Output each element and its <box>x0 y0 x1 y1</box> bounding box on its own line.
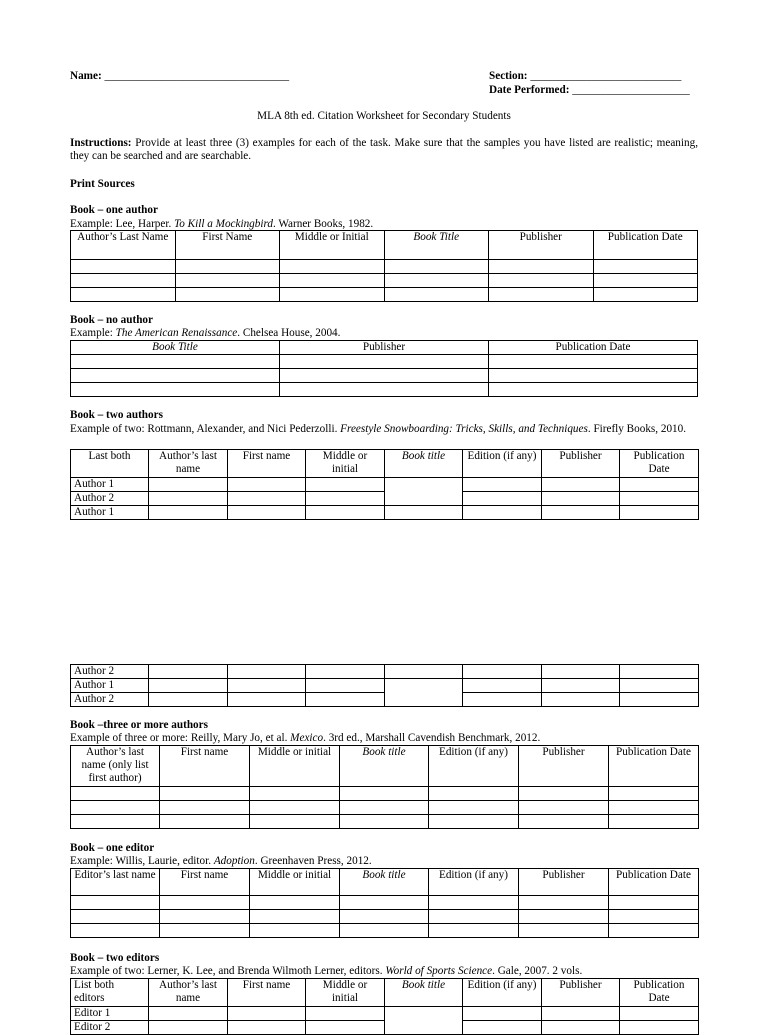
column-header: Middle or initial <box>306 450 385 478</box>
table-cell[interactable] <box>385 665 463 679</box>
table-cell[interactable] <box>385 506 463 520</box>
table-cell[interactable] <box>250 910 340 924</box>
table-cell[interactable] <box>429 787 519 801</box>
table-row <box>71 274 698 288</box>
table-cell[interactable] <box>71 288 176 302</box>
column-header: Book title <box>385 450 463 478</box>
table-cell[interactable] <box>228 492 306 506</box>
table-cell[interactable] <box>280 288 385 302</box>
table-cell[interactable] <box>463 506 542 520</box>
table-row <box>71 506 699 520</box>
table-cell[interactable] <box>463 693 542 707</box>
row-label: Author 1 <box>71 478 149 492</box>
table-cell[interactable] <box>71 787 160 801</box>
column-header: Publication Date <box>489 341 698 355</box>
table-row <box>71 815 699 829</box>
two-authors-table <box>70 449 699 520</box>
table-cell[interactable] <box>489 369 698 383</box>
table-cell[interactable] <box>519 787 609 801</box>
table-cell[interactable] <box>306 679 385 693</box>
table-cell[interactable] <box>429 815 519 829</box>
table-cell[interactable] <box>149 478 228 492</box>
three-authors-example-pre: Example of three or more: Reilly, Mary Jo, et al. <box>70 732 291 744</box>
two-authors-example-post: . Firefly Books, 2010. <box>587 423 687 435</box>
no-author-example <box>70 327 698 340</box>
table-cell[interactable] <box>160 896 250 910</box>
table-cell[interactable] <box>429 924 519 938</box>
table-cell[interactable] <box>429 801 519 815</box>
table-cell[interactable] <box>519 801 609 815</box>
table-row <box>71 896 699 910</box>
table-row <box>71 801 699 815</box>
three-authors-table <box>70 745 699 829</box>
table-row <box>71 665 699 679</box>
table-cell[interactable] <box>609 896 699 910</box>
no-author-example-pre: Example: <box>70 327 116 339</box>
table-cell[interactable] <box>71 896 160 910</box>
instructions-text: Provide at least three (3) examples for each of the task. Make sure that the samples you have listed are realistic; meaning, they can be searched and are searchable. <box>70 137 698 163</box>
two-authors-example-pre: Example of two: Rottmann, Alexander, and Nici Pederzolli. <box>70 423 341 435</box>
column-header: Publication Date <box>620 450 699 478</box>
name-blank[interactable]: _________________________________ <box>104 70 290 82</box>
table-cell[interactable] <box>149 1021 228 1035</box>
table-cell[interactable] <box>71 369 280 383</box>
table-cell[interactable] <box>340 815 429 829</box>
column-header: Last both <box>71 450 149 478</box>
table-cell[interactable] <box>542 506 620 520</box>
column-header: Book title <box>340 746 429 787</box>
column-header: Publisher <box>542 450 620 478</box>
one-editor-example-post: . Greenhaven Press, 2012. <box>254 855 372 867</box>
column-header: Author’s Last Name <box>71 231 176 260</box>
print-sources-heading: Print Sources <box>70 178 135 190</box>
table-cell[interactable] <box>384 260 489 274</box>
one-author-example-title: To Kill a Mockingbird <box>174 218 273 230</box>
name-line[interactable] <box>70 70 289 83</box>
table-row <box>71 355 698 369</box>
table-cell[interactable] <box>149 1007 228 1021</box>
table-cell[interactable] <box>384 274 489 288</box>
table-cell[interactable] <box>71 274 176 288</box>
column-header: First name <box>228 979 306 1007</box>
row-label: Author 2 <box>71 492 149 506</box>
no-author-example-post: . Chelsea House, 2004. <box>237 327 341 339</box>
table-cell[interactable] <box>542 1021 620 1035</box>
table-cell[interactable] <box>429 896 519 910</box>
one-author-heading: Book – one author <box>70 204 158 216</box>
instructions-label: Instructions: <box>70 137 132 149</box>
table-cell[interactable] <box>542 492 620 506</box>
column-header: List both editors <box>71 979 149 1007</box>
table-cell[interactable] <box>160 924 250 938</box>
column-header: Publication Date <box>593 231 698 260</box>
no-author-table <box>70 340 698 397</box>
row-label: Author 2 <box>71 693 149 707</box>
column-header: First name <box>228 450 306 478</box>
table-cell[interactable] <box>340 787 429 801</box>
two-authors-table-continued <box>70 664 699 707</box>
table-cell[interactable] <box>149 506 228 520</box>
table-cell[interactable] <box>228 1021 306 1035</box>
row-label: Author 2 <box>71 665 149 679</box>
table-cell[interactable] <box>542 478 620 492</box>
table-cell[interactable] <box>280 383 489 397</box>
column-header: First name <box>160 746 250 787</box>
one-editor-table <box>70 868 699 938</box>
table-cell[interactable] <box>340 910 429 924</box>
column-header: Book Title <box>71 341 280 355</box>
column-header: Book title <box>385 979 463 1007</box>
table-cell[interactable] <box>306 506 385 520</box>
table-cell[interactable] <box>463 478 542 492</box>
instructions <box>70 137 698 164</box>
table-cell[interactable] <box>228 1007 306 1021</box>
three-authors-example-post: . 3rd ed., Marshall Cavendish Benchmark, 2012. <box>323 732 541 744</box>
section-label: Section: <box>489 70 528 82</box>
column-header: First name <box>160 869 250 896</box>
table-cell[interactable] <box>542 665 620 679</box>
table-cell[interactable] <box>149 492 228 506</box>
table-cell[interactable] <box>71 801 160 815</box>
column-header: Author’s last name <box>149 979 228 1007</box>
table-row <box>71 260 698 274</box>
column-header: Middle or Initial <box>280 231 385 260</box>
table-cell[interactable] <box>280 355 489 369</box>
table-cell[interactable] <box>71 924 160 938</box>
table-cell[interactable] <box>620 478 699 492</box>
table-cell[interactable] <box>160 787 250 801</box>
column-header: Edition (if any) <box>429 746 519 787</box>
column-header: Middle or initial <box>250 869 340 896</box>
one-editor-heading: Book – one editor <box>70 842 155 854</box>
table-row <box>71 924 699 938</box>
table-cell[interactable] <box>306 1021 385 1035</box>
table-cell[interactable] <box>519 910 609 924</box>
one-author-table <box>70 230 698 302</box>
table-cell[interactable] <box>71 260 176 274</box>
table-cell[interactable] <box>340 896 429 910</box>
worksheet-title: MLA 8th ed. Citation Worksheet for Secondary Students <box>257 110 511 122</box>
column-header: Edition (if any) <box>463 979 542 1007</box>
table-cell[interactable] <box>609 924 699 938</box>
table-cell[interactable] <box>250 815 340 829</box>
table-cell[interactable] <box>542 1007 620 1021</box>
table-cell[interactable] <box>489 260 594 274</box>
table-cell[interactable] <box>280 369 489 383</box>
table-cell[interactable] <box>489 274 594 288</box>
table-cell[interactable] <box>71 910 160 924</box>
one-editor-example-title: Adoption <box>213 855 255 867</box>
table-cell[interactable] <box>250 924 340 938</box>
table-cell[interactable] <box>175 274 280 288</box>
column-header: Publisher <box>489 231 594 260</box>
column-header: Publication Date <box>609 869 699 896</box>
table-cell[interactable] <box>228 679 306 693</box>
section-line[interactable] <box>489 70 681 83</box>
table-cell[interactable] <box>149 679 228 693</box>
one-editor-example-pre: Example: Willis, Laurie, editor. <box>70 855 214 867</box>
two-editors-heading: Book – two editors <box>70 952 160 964</box>
date-performed-line[interactable] <box>489 84 690 97</box>
table-row <box>71 1007 699 1021</box>
two-editors-example <box>70 965 698 978</box>
table-cell[interactable] <box>542 679 620 693</box>
table-cell[interactable] <box>593 288 698 302</box>
table-cell[interactable] <box>228 506 306 520</box>
column-header: Book title <box>340 869 429 896</box>
one-author-example-pre: Example: Lee, Harper. <box>70 218 175 230</box>
table-cell[interactable] <box>385 679 463 707</box>
table-cell[interactable] <box>542 693 620 707</box>
name-label: Name: <box>70 70 102 82</box>
table-cell[interactable] <box>228 665 306 679</box>
table-cell[interactable] <box>175 288 280 302</box>
table-cell[interactable] <box>228 693 306 707</box>
table-cell[interactable] <box>609 910 699 924</box>
table-cell[interactable] <box>385 478 463 506</box>
one-editor-example <box>70 855 698 868</box>
table-cell[interactable] <box>149 665 228 679</box>
table-cell[interactable] <box>160 815 250 829</box>
two-editors-example-pre: Example of two: Lerner, K. Lee, and Brenda Wilmoth Lerner, editors. <box>70 965 386 977</box>
table-cell[interactable] <box>149 693 228 707</box>
column-header: First Name <box>175 231 280 260</box>
two-authors-example-title: Freestyle Snowboarding: Tricks, Skills, and Techniques <box>340 423 588 435</box>
two-editors-table <box>70 978 699 1035</box>
column-header: Middle or initial <box>250 746 340 787</box>
two-editors-example-title: World of Sports Science <box>385 965 493 977</box>
table-cell[interactable] <box>620 492 699 506</box>
two-editors-example-post: . Gale, 2007. 2 vols. <box>492 965 583 977</box>
table-row <box>71 787 699 801</box>
table-cell[interactable] <box>71 383 280 397</box>
table-cell[interactable] <box>609 815 699 829</box>
table-cell[interactable] <box>280 260 385 274</box>
no-author-example-title: The American Renaissance <box>115 327 238 339</box>
column-header: Publication Date <box>620 979 699 1007</box>
table-row <box>71 478 699 492</box>
table-cell[interactable] <box>280 274 385 288</box>
table-cell[interactable] <box>620 506 699 520</box>
column-header: Middle or initial <box>306 979 385 1007</box>
table-cell[interactable] <box>620 1021 699 1035</box>
three-authors-example-title: Mexico <box>290 732 324 744</box>
column-header: Publisher <box>280 341 489 355</box>
table-cell[interactable] <box>250 896 340 910</box>
column-header: Publication Date <box>609 746 699 787</box>
table-cell[interactable] <box>609 787 699 801</box>
column-header: Editor’s last name <box>71 869 160 896</box>
table-cell[interactable] <box>385 1007 463 1035</box>
table-cell[interactable] <box>620 693 699 707</box>
table-row <box>71 383 698 397</box>
date-performed-blank[interactable]: _____________________ <box>572 84 690 96</box>
date-performed-label: Date Performed: <box>489 84 570 96</box>
table-cell[interactable] <box>175 260 280 274</box>
table-row <box>71 369 698 383</box>
column-header: Publisher <box>519 869 609 896</box>
column-header: Author’s last name <box>149 450 228 478</box>
table-cell[interactable] <box>228 478 306 492</box>
table-cell[interactable] <box>593 274 698 288</box>
two-authors-example <box>70 423 698 436</box>
table-cell[interactable] <box>620 665 699 679</box>
one-author-example-post: . Warner Books, 1982. <box>273 218 374 230</box>
table-cell[interactable] <box>463 1007 542 1021</box>
table-cell[interactable] <box>463 492 542 506</box>
table-cell[interactable] <box>340 801 429 815</box>
table-cell[interactable] <box>519 896 609 910</box>
row-label: Author 1 <box>71 506 149 520</box>
table-cell[interactable] <box>463 1021 542 1035</box>
no-author-heading: Book – no author <box>70 314 153 326</box>
table-cell[interactable] <box>593 260 698 274</box>
column-header: Edition (if any) <box>429 869 519 896</box>
column-header: Author’s last name (only list first author) <box>71 746 160 787</box>
table-row <box>71 679 699 693</box>
two-authors-heading: Book – two authors <box>70 409 163 421</box>
column-header: Publisher <box>519 746 609 787</box>
three-authors-example <box>70 732 698 745</box>
table-cell[interactable] <box>463 665 542 679</box>
table-cell[interactable] <box>160 910 250 924</box>
row-label: Editor 2 <box>71 1021 149 1035</box>
three-authors-heading: Book –three or more authors <box>70 719 208 731</box>
column-header: Book Title <box>384 231 489 260</box>
table-cell[interactable] <box>306 492 385 506</box>
table-cell[interactable] <box>250 801 340 815</box>
table-cell[interactable] <box>620 1007 699 1021</box>
column-header: Edition (if any) <box>463 450 542 478</box>
table-cell[interactable] <box>250 787 340 801</box>
table-cell[interactable] <box>489 355 698 369</box>
row-label: Editor 1 <box>71 1007 149 1021</box>
table-row <box>71 910 699 924</box>
table-cell[interactable] <box>306 478 385 492</box>
section-blank[interactable]: ___________________________ <box>530 70 682 82</box>
table-row <box>71 288 698 302</box>
table-cell[interactable] <box>620 679 699 693</box>
table-cell[interactable] <box>71 815 160 829</box>
table-cell[interactable] <box>340 924 429 938</box>
table-cell[interactable] <box>306 665 385 679</box>
table-cell[interactable] <box>489 383 698 397</box>
row-label: Author 1 <box>71 679 149 693</box>
table-cell[interactable] <box>519 924 609 938</box>
table-cell[interactable] <box>489 288 594 302</box>
table-cell[interactable] <box>306 693 385 707</box>
table-cell[interactable] <box>306 1007 385 1021</box>
table-cell[interactable] <box>384 288 489 302</box>
table-cell[interactable] <box>609 801 699 815</box>
table-cell[interactable] <box>463 679 542 693</box>
table-cell[interactable] <box>71 355 280 369</box>
table-cell[interactable] <box>429 910 519 924</box>
column-header: Publisher <box>542 979 620 1007</box>
table-cell[interactable] <box>160 801 250 815</box>
table-cell[interactable] <box>519 815 609 829</box>
